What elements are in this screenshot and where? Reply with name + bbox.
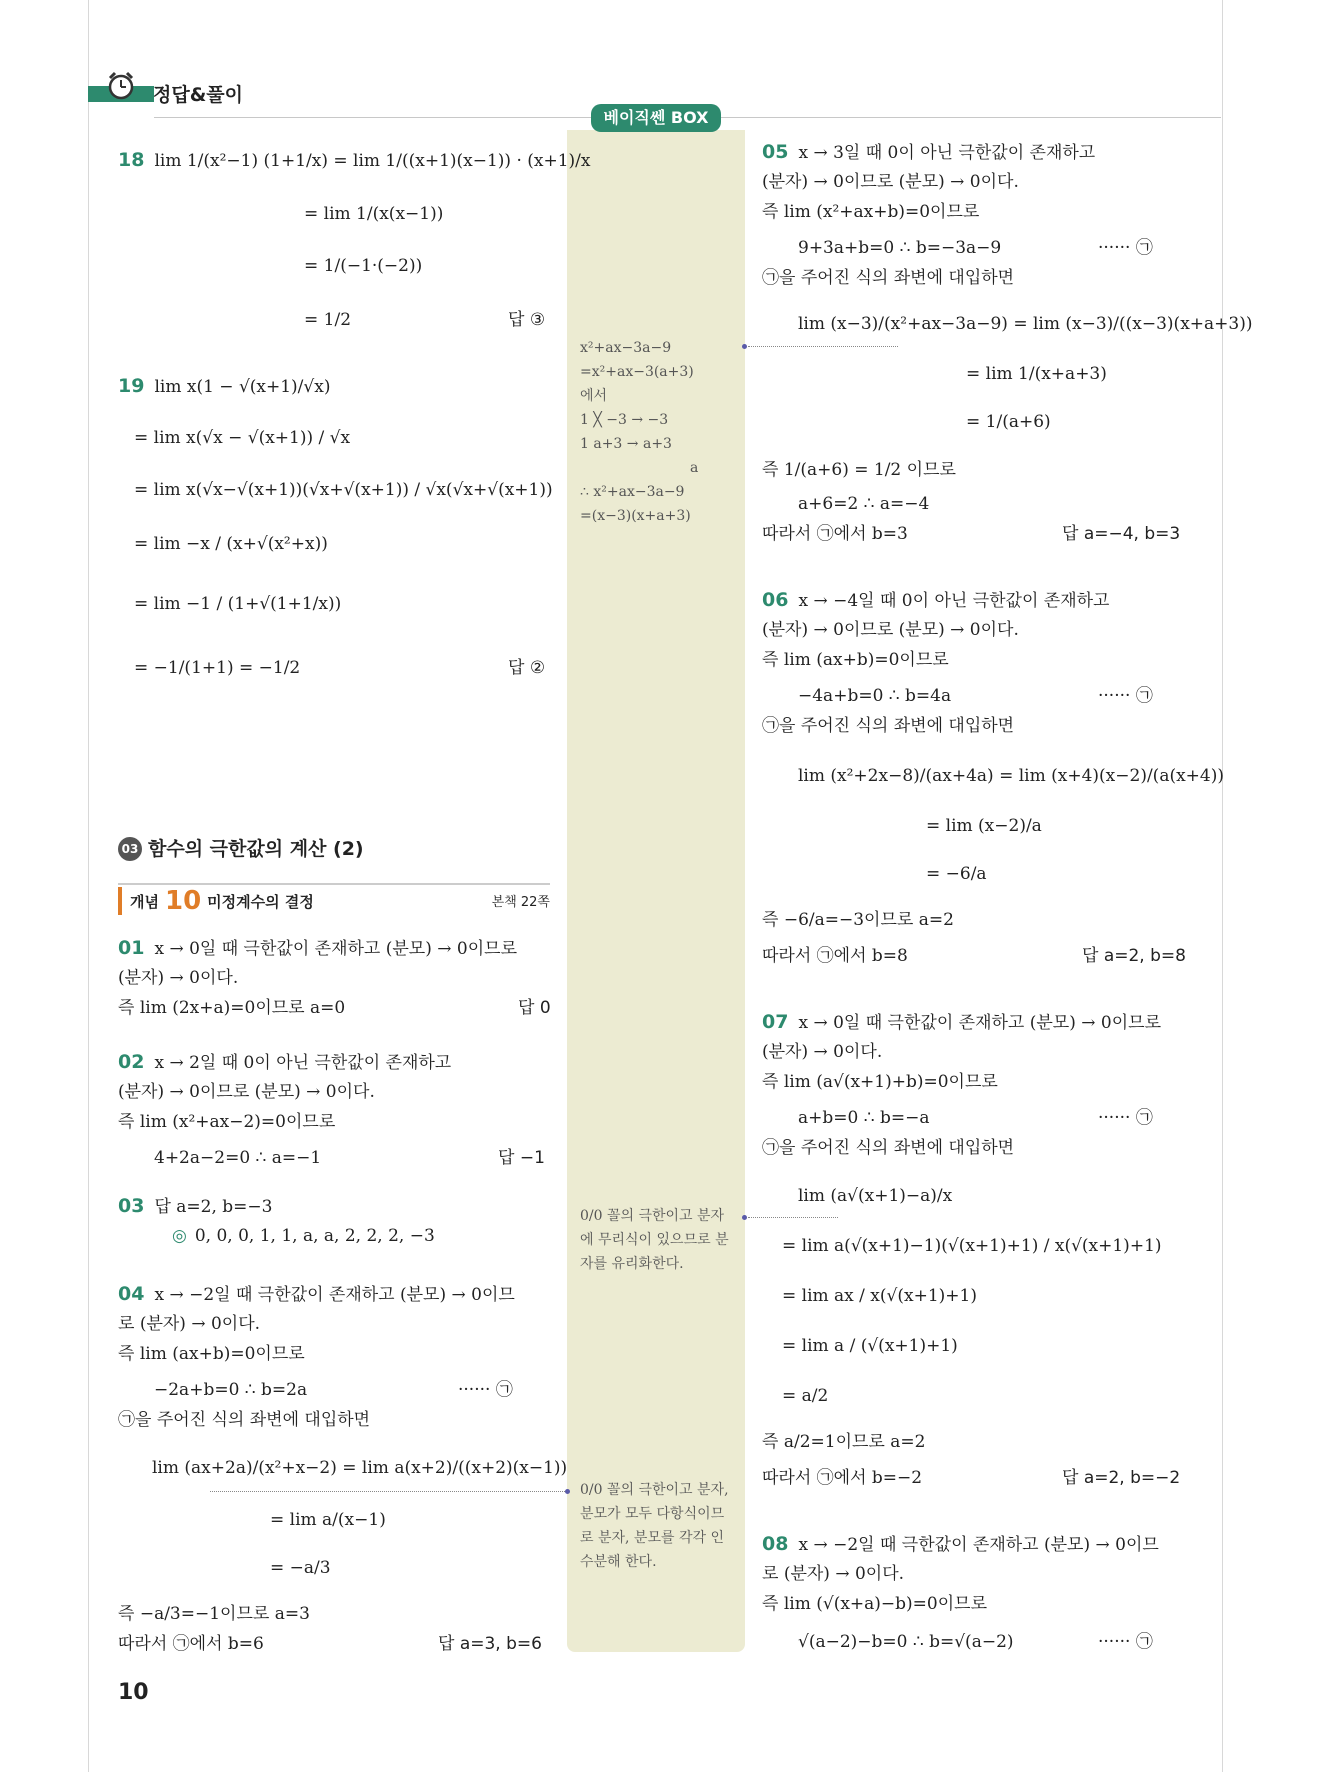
problem-05-line-4: 9+3a+b=0 ∴ b=−3a−9 <box>798 238 1002 258</box>
concept-reference: 본책 22쪽 <box>491 895 550 910</box>
problem-05-answer: 답 a=−4, b=3 <box>1062 524 1181 544</box>
problem-01-line-2: (분자) → 0이다. <box>118 968 239 988</box>
problem-01-line-3: 즉 lim (2x+a)=0이므로 a=0 <box>118 998 346 1018</box>
problem-19-line-5: = lim −1 / (1+√(1+1/x)) <box>134 594 342 614</box>
problem-04-answer: 답 a=3, b=6 <box>438 1634 542 1654</box>
problem-04-line-1: 04 x → −2일 때 극한값이 존재하고 (분모) → 0이므 <box>118 1283 515 1305</box>
problem-07-line-6: lim (a√(x+1)−a)/x <box>798 1186 953 1206</box>
note-rationalize: 0/0 꼴의 극한이고 분자 에 무리식이 있으므로 분 자를 유리화한다. <box>580 1208 729 1272</box>
connector-dot <box>565 1489 570 1494</box>
problem-08-marker: ······ ㉠ <box>1098 1632 1153 1652</box>
problem-06-marker: ······ ㉠ <box>1098 686 1153 706</box>
problem-06-line-9: 즉 −6/a=−3이므로 a=2 <box>762 910 954 930</box>
page-number: 10 <box>118 1680 149 1705</box>
problem-07-line-12: 따라서 ㉠에서 b=−2 <box>762 1468 923 1488</box>
problem-01-line-1: 01 x → 0일 때 극한값이 존재하고 (분모) → 0이므로 <box>118 937 517 959</box>
connector-line <box>748 1217 838 1218</box>
problem-04-line-4: −2a+b=0 ∴ b=2a <box>154 1380 308 1400</box>
problem-04-line-6: lim (ax+2a)/(x²+x−2) = lim a(x+2)/((x+2)(x−1)) <box>152 1458 568 1478</box>
problem-04-line-3: 즉 lim (ax+b)=0이므로 <box>118 1344 305 1364</box>
problem-07-line-10: = a/2 <box>782 1386 829 1406</box>
problem-02-answer: 답 −1 <box>498 1148 545 1168</box>
connector-dot <box>742 344 747 349</box>
problem-04-line-2: 로 (분자) → 0이다. <box>118 1314 261 1334</box>
problem-04-line-9: 즉 −a/3=−1이므로 a=3 <box>118 1604 310 1624</box>
problem-05-line-9: 즉 1/(a+6) = 1/2 이므로 <box>762 460 956 480</box>
connector-dot <box>742 1215 747 1220</box>
concept-bar <box>118 883 550 917</box>
problem-18-line-1: 18 lim 1/(x²−1) (1+1/x) = lim 1/((x+1)(x−1)) · (x+1)/x <box>118 149 591 171</box>
problem-04-line-10: 따라서 ㉠에서 b=6 <box>118 1634 264 1654</box>
box-tag: 베이직쎈 BOX <box>591 104 721 132</box>
section-title: 03 함수의 극한값의 계산 (2) <box>118 834 364 861</box>
problem-08-line-3: 즉 lim (√(x+a)−b)=0이므로 <box>762 1594 988 1614</box>
target-icon: ◎ <box>172 1226 187 1246</box>
problem-05-line-1: 05 x → 3일 때 0이 아닌 극한값이 존재하고 <box>762 141 1096 163</box>
problem-05-line-5: ㉠을 주어진 식의 좌변에 대입하면 <box>762 268 1015 288</box>
concept-tag: 개념 10 미정계수의 결정 <box>118 887 314 915</box>
header-title: 정답&풀이 <box>153 84 243 106</box>
problem-07-line-5: ㉠을 주어진 식의 좌변에 대입하면 <box>762 1138 1015 1158</box>
problem-08-line-1: 08 x → −2일 때 극한값이 존재하고 (분모) → 0이므 <box>762 1533 1159 1555</box>
alarm-clock-icon <box>106 70 136 100</box>
problem-05-line-10: a+6=2 ∴ a=−4 <box>798 494 930 514</box>
problem-19-line-1: 19 lim x(1 − √(x+1)/√x) <box>118 375 331 397</box>
problem-04-marker: ······ ㉠ <box>458 1380 513 1400</box>
problem-19-answer: 답 ② <box>508 658 546 678</box>
connector-line <box>748 346 898 347</box>
problem-07-line-3: 즉 lim (a√(x+1)+b)=0이므로 <box>762 1072 998 1092</box>
problem-18-line-4: = 1/2 <box>304 310 352 330</box>
problem-06-line-6: lim (x²+2x−8)/(ax+4a) = lim (x+4)(x−2)/(a(x+4)) <box>798 766 1224 786</box>
problem-06-answer: 답 a=2, b=8 <box>1082 946 1186 966</box>
problem-03-line-2: ◎ 0, 0, 0, 1, 1, a, a, 2, 2, 2, −3 <box>172 1226 435 1246</box>
problem-06-line-7: = lim (x−2)/a <box>926 816 1042 836</box>
problem-01-answer: 답 0 <box>518 998 551 1018</box>
problem-05-line-6: lim (x−3)/(x²+ax−3a−9) = lim (x−3)/((x−3)(x+a+3)) <box>798 314 1253 334</box>
problem-19-line-2: = lim x(√x − √(x+1)) / √x <box>134 428 351 448</box>
note-factorization: x²+ax−3a−9 =x²+ax−3(a+3) 에서 1 ╳ −3 → −3 1 a+3 → a+3 a ∴ x²+ax−3a−9 =(x−3)(x+a+3) <box>580 340 699 524</box>
problem-08-line-2: 로 (분자) → 0이다. <box>762 1564 905 1584</box>
problem-06-line-10: 따라서 ㉠에서 b=8 <box>762 946 908 966</box>
problem-18-answer: 답 ③ <box>508 310 546 330</box>
problem-19-line-4: = lim −x / (x+√(x²+x)) <box>134 534 328 554</box>
problem-02-line-4: 4+2a−2=0 ∴ a=−1 <box>154 1148 322 1168</box>
problem-02-line-3: 즉 lim (x²+ax−2)=0이므로 <box>118 1112 336 1132</box>
problem-06-line-5: ㉠을 주어진 식의 좌변에 대입하면 <box>762 716 1015 736</box>
problem-07-line-4: a+b=0 ∴ b=−a <box>798 1108 930 1128</box>
problem-07-marker: ······ ㉠ <box>1098 1108 1153 1128</box>
problem-19-line-6: = −1/(1+1) = −1/2 <box>134 658 301 678</box>
problem-05-line-3: 즉 lim (x²+ax+b)=0이므로 <box>762 202 980 222</box>
problem-05-line-8: = 1/(a+6) <box>966 412 1051 432</box>
problem-06-line-3: 즉 lim (ax+b)=0이므로 <box>762 650 949 670</box>
problem-04-line-8: = −a/3 <box>270 1558 331 1578</box>
problem-07-line-9: = lim a / (√(x+1)+1) <box>782 1336 958 1356</box>
problem-05-marker: ······ ㉠ <box>1098 238 1153 258</box>
connector-line <box>210 1491 565 1492</box>
problem-02-line-1: 02 x → 2일 때 0이 아닌 극한값이 존재하고 <box>118 1051 452 1073</box>
problem-07-line-11: 즉 a/2=1이므로 a=2 <box>762 1432 926 1452</box>
problem-06-line-4: −4a+b=0 ∴ b=4a <box>798 686 952 706</box>
problem-02-line-2: (분자) → 0이므로 (분모) → 0이다. <box>118 1082 375 1102</box>
problem-19-line-3: = lim x(√x−√(x+1))(√x+√(x+1)) / √x(√x+√(x+1)) <box>134 480 553 500</box>
problem-07-answer: 답 a=2, b=−2 <box>1062 1468 1181 1488</box>
problem-03-line-1: 03 답 a=2, b=−3 <box>118 1195 273 1217</box>
problem-18-line-2: = lim 1/(x(x−1)) <box>304 204 444 224</box>
problem-07-line-1: 07 x → 0일 때 극한값이 존재하고 (분모) → 0이므로 <box>762 1011 1161 1033</box>
problem-07-line-2: (분자) → 0이다. <box>762 1042 883 1062</box>
problem-05-line-11: 따라서 ㉠에서 b=3 <box>762 524 908 544</box>
problem-18-line-3: = 1/(−1·(−2)) <box>304 256 423 276</box>
problem-07-line-8: = lim ax / x(√(x+1)+1) <box>782 1286 977 1306</box>
problem-05-line-7: = lim 1/(x+a+3) <box>966 364 1107 384</box>
problem-07-line-7: = lim a(√(x+1)−1)(√(x+1)+1) / x(√(x+1)+1) <box>782 1236 1162 1256</box>
problem-05-line-2: (분자) → 0이므로 (분모) → 0이다. <box>762 172 1019 192</box>
problem-06-line-8: = −6/a <box>926 864 987 884</box>
note-factor-both: 0/0 꼴의 극한이고 분자, 분모가 모두 다항식이므 로 분자, 분모를 각각 인 수분해 한다. <box>580 1482 729 1570</box>
problem-06-line-1: 06 x → −4일 때 0이 아닌 극한값이 존재하고 <box>762 589 1110 611</box>
problem-04-line-5: ㉠을 주어진 식의 좌변에 대입하면 <box>118 1410 371 1430</box>
problem-04-line-7: = lim a/(x−1) <box>270 1510 386 1530</box>
problem-08-line-4: √(a−2)−b=0 ∴ b=√(a−2) <box>798 1632 1014 1652</box>
problem-06-line-2: (분자) → 0이므로 (분모) → 0이다. <box>762 620 1019 640</box>
